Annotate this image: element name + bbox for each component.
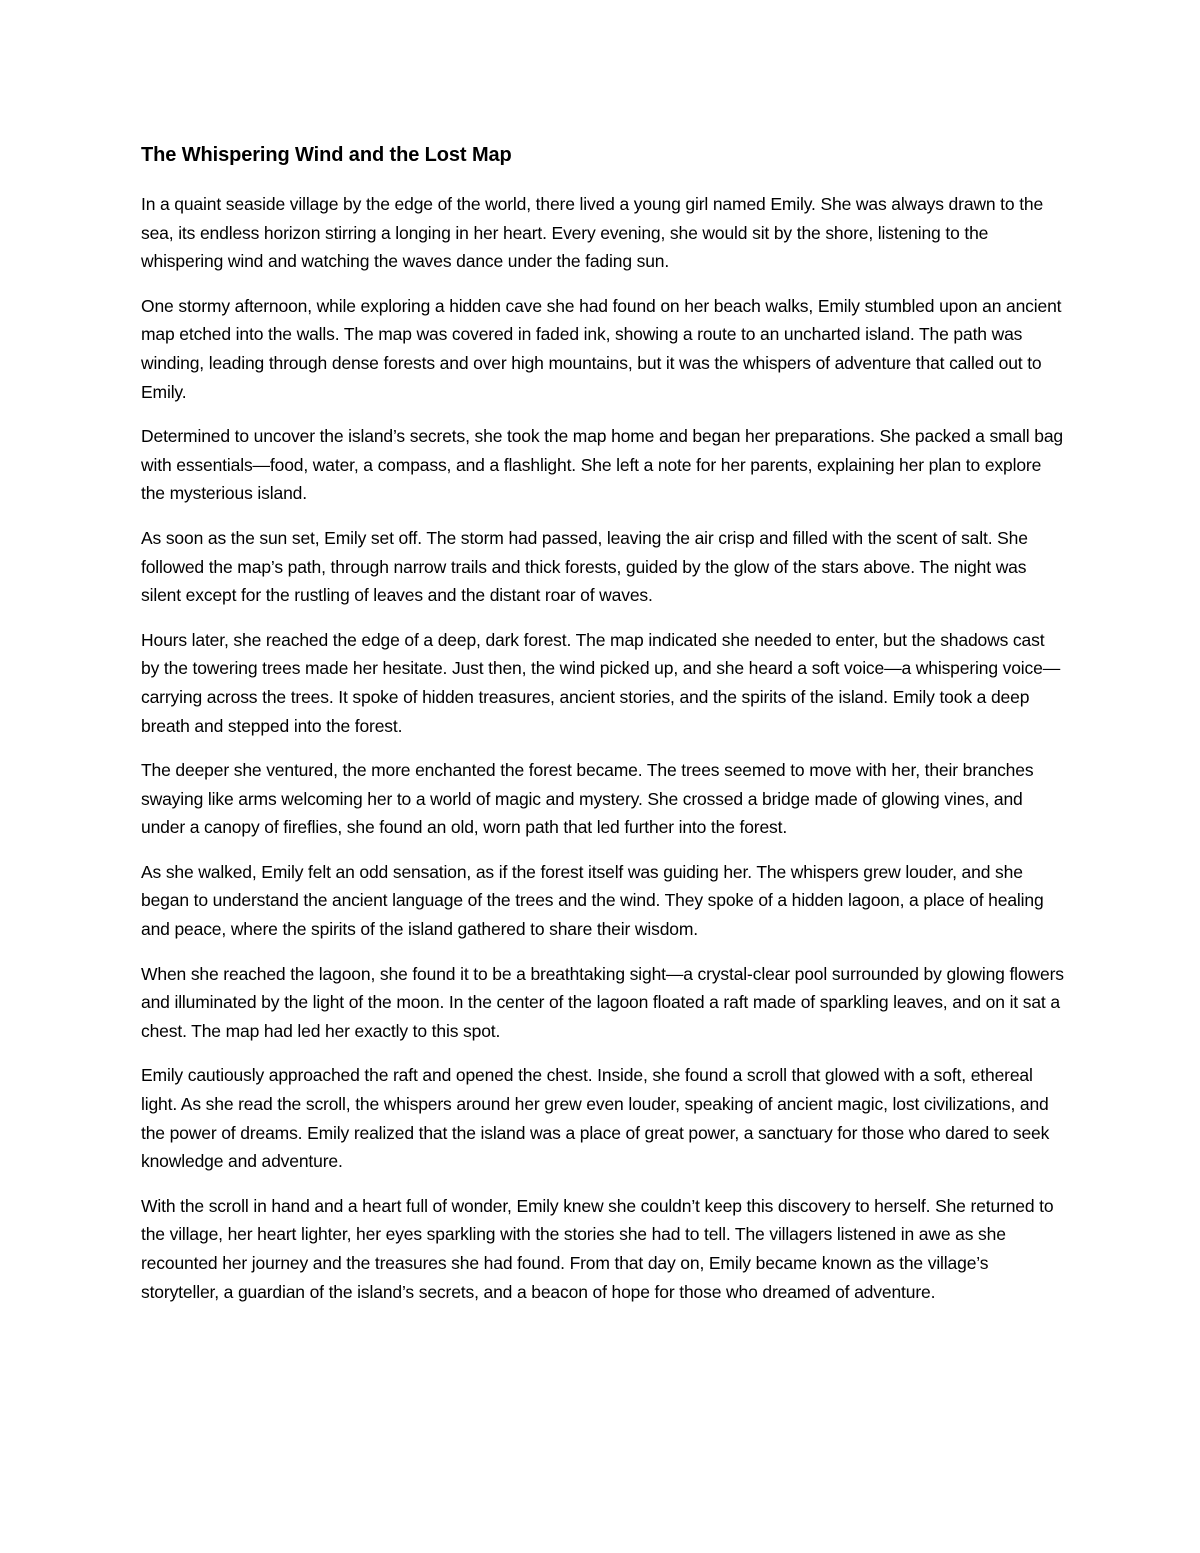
paragraph-10: With the scroll in hand and a heart full of wonder, Emily knew she couldn’t keep this discovery to herself. She returned to the village, her heart lighter, her eyes sparkling with the stories she had to tell. The villagers listened in awe as she recounted her journey and the treasures she had found. From that day on, Emily became known as the village’s storyteller, a guardian of the island’s secrets, and a beacon of hope for those who dreamed of adventure. — [141, 1195, 1054, 1302]
paragraph-4: As soon as the sun set, Emily set off. The storm had passed, leaving the air crisp and filled with the scent of salt. She followed the map’s path, through narrow trails and thick forests, guided by the glow of the stars above. The night was silent except for the rustling of leaves and the distant roar of waves. — [141, 527, 1028, 606]
document-page — [141, 140, 1066, 1322]
paragraph-9: Emily cautiously approached the raft and opened the chest. Inside, she found a scroll that glowed with a soft, ethereal light. As she read the scroll, the whispers around her grew even louder, speaking of ancient magic, lost civilizations, and the power of dreams. Emily realized that the island was a place of great power, a sanctuary for those who dared to seek knowledge and adventure. — [141, 1065, 1050, 1172]
paragraph-7: As she walked, Emily felt an odd sensation, as if the forest itself was guiding her. The whispers grew louder, and she began to understand the ancient language of the trees and the wind. They spoke of a hidden lagoon, a place of healing and peace, where the spirits of the island gathered to share their wisdom. — [141, 861, 1044, 940]
paragraph-1: In a quaint seaside village by the edge of the world, there lived a young girl named Emily. She was always drawn to the sea, its endless horizon stirring a longing in her heart. Every evening, she would sit by the shore, listening to the whispering wind and watching the waves dance under the fading sun. — [141, 194, 1044, 272]
paragraph-8: When she reached the lagoon, she found it to be a breathtaking sight—a crystal-clear pool surrounded by glowing flowers and illuminated by the light of the moon. In the center of the lagoon floated a raft made of sparkling leaves, and on it sat a chest. The map had led her exactly to this spot. — [141, 963, 1064, 1041]
paragraph-6: The deeper she ventured, the more enchanted the forest became. The trees seemed to move with her, their branches swaying like arms welcoming her to a world of magic and mystery. She crossed a bridge made of glowing vines, and under a canopy of fireflies, she found an old, worn path that led further into the forest. — [141, 760, 1034, 838]
paragraph-3: Determined to uncover the island’s secrets, she took the map home and began her preparations. She packed a small bag with essentials—food, water, a compass, and a flashlight. She left a note for her parents, explaining her plan to explore the mysterious island. — [141, 426, 1064, 504]
paragraph-5: Hours later, she reached the edge of a deep, dark forest. The map indicated she needed to enter, but the shadows cast by the towering trees made her hesitate. Just then, the wind picked up, and she heard a soft voice—a whispering voice—carrying across the trees. It spoke of hidden treasures, ancient stories, and the spirits of the island. Emily took a deep breath and stepped into the forest. — [141, 629, 1061, 736]
document-title: The Whispering Wind and the Lost Map — [141, 144, 512, 166]
paragraph-2: One stormy afternoon, while exploring a hidden cave she had found on her beach walks, Emily stumbled upon an ancient map etched into the walls. The map was covered in faded ink, showing a route to an uncharted island. The path was winding, leading through dense forests and over high mountains, but it was the whispers of adventure that called out to Emily. — [141, 295, 1062, 402]
